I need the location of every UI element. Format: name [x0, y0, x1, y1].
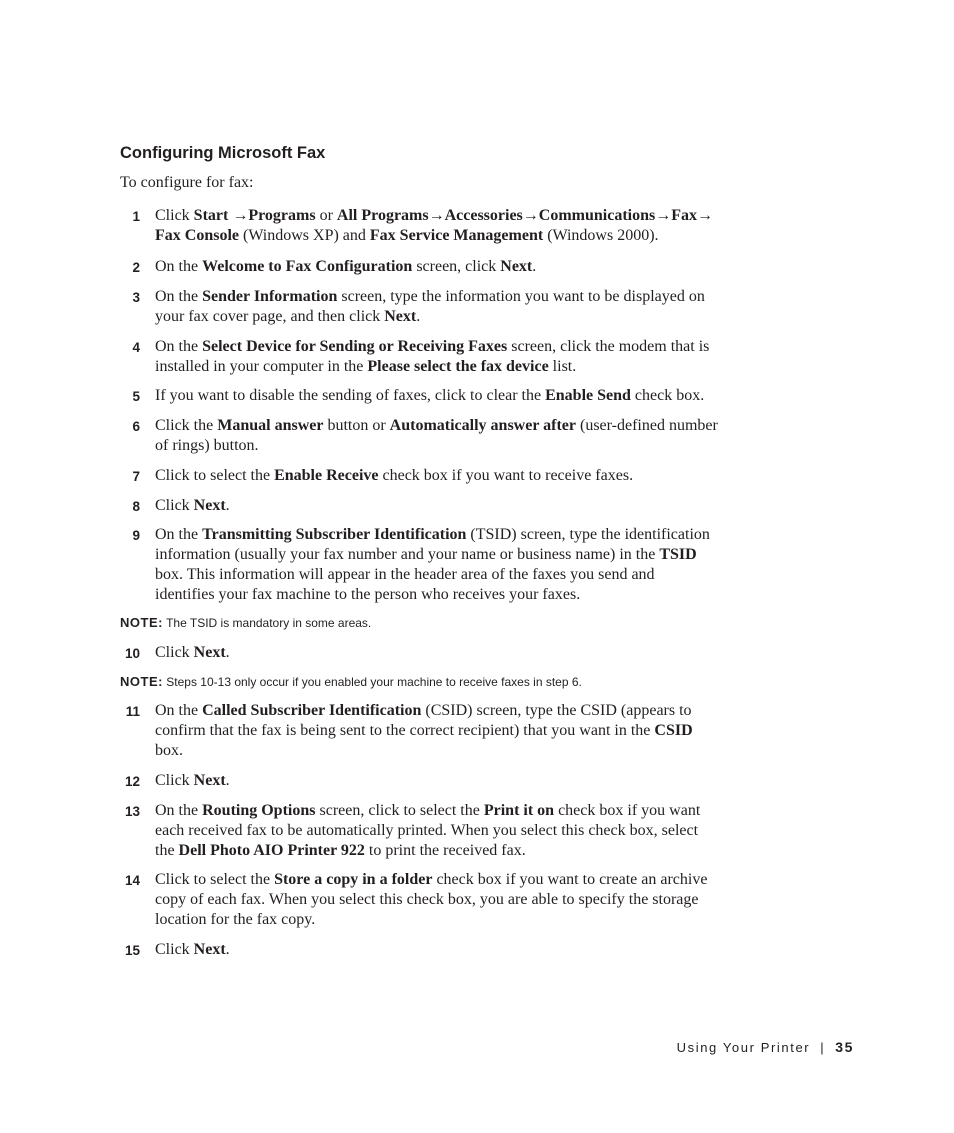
section-heading: Configuring Microsoft Fax — [120, 144, 326, 162]
ui-term: Start — [193, 207, 233, 224]
step-text — [155, 337, 750, 377]
ui-term: CSID — [654, 722, 693, 739]
step-text-line — [155, 386, 750, 406]
step-text — [155, 416, 750, 456]
text-run: On the — [155, 802, 203, 819]
ui-term: Fax Service Management — [369, 227, 544, 244]
text-run: On the — [155, 526, 203, 543]
ui-term: Automatically answer after — [389, 417, 576, 434]
text-run: Click — [155, 644, 194, 661]
step-text — [155, 643, 750, 663]
ui-term: Routing Options — [202, 802, 316, 819]
text-run: the — [155, 842, 179, 859]
text-run: (CSID) screen, type the CSID (appears to — [421, 702, 692, 719]
text-run: confirm that the fax is being sent to the correct recipient) that you want in the — [155, 722, 655, 739]
step-text-line — [155, 436, 750, 456]
note-text: Steps 10-13 only occur if you enabled your machine to receive faxes in step 6. — [162, 675, 582, 689]
text-run: information (usually your fax number and your name or business name) in the — [155, 546, 660, 563]
text-run: → — [697, 207, 714, 224]
text-run: location for the fax copy. — [155, 911, 316, 928]
note — [120, 615, 371, 631]
text-run: . — [225, 941, 230, 958]
text-run: . — [416, 308, 421, 325]
step-number: 6 — [132, 419, 140, 434]
step-text-line — [155, 801, 750, 821]
step-number: 8 — [132, 499, 140, 514]
ui-term: Communications — [538, 207, 656, 224]
step-number: 4 — [132, 340, 140, 355]
text-run: (Windows XP) and — [239, 227, 370, 244]
text-run: screen, click to select the — [315, 802, 484, 819]
ui-term: TSID — [659, 546, 697, 563]
step-text — [155, 870, 750, 930]
text-run: check box. — [630, 387, 705, 404]
text-run: copy of each fax. When you select this check box, you are able to specify the storage — [155, 891, 699, 908]
text-run: (TSID) screen, type the identification — [466, 526, 710, 543]
step-number: 11 — [125, 704, 140, 719]
ui-term: Next — [193, 644, 226, 661]
step-text — [155, 206, 750, 246]
text-run: screen, click — [412, 258, 501, 275]
ui-term: Transmitting Subscriber Identification — [202, 526, 467, 543]
ui-term: Sender Information — [202, 288, 338, 305]
text-run: identifies your fax machine to the person who receives your faxes. — [155, 586, 581, 603]
step-text-line — [155, 890, 750, 910]
step-text-line — [155, 821, 750, 841]
text-run: check box if you want — [554, 802, 701, 819]
step-text-line — [155, 307, 750, 327]
footer-separator: | — [820, 1040, 826, 1055]
ui-term: Fax — [671, 207, 698, 224]
step-text-line — [155, 940, 750, 960]
ui-term: Store a copy in a folder — [274, 871, 433, 888]
text-run: On the — [155, 258, 203, 275]
text-run: On the — [155, 702, 203, 719]
text-run: to print the received fax. — [364, 842, 526, 859]
footer-section-title: Using Your Printer — [676, 1040, 811, 1055]
intro-text: To configure for fax: — [120, 174, 254, 191]
text-run: → — [232, 207, 249, 224]
step-text-line — [155, 721, 750, 741]
text-run: your fax cover page, and then click — [155, 308, 385, 325]
ui-term: Welcome to Fax Configuration — [202, 258, 413, 275]
text-run: Click — [155, 941, 194, 958]
step-number: 13 — [124, 804, 140, 819]
step-text-line — [155, 337, 750, 357]
step-text — [155, 287, 750, 327]
step-text — [155, 701, 750, 761]
step-text-line — [155, 545, 750, 565]
text-run: box. — [155, 742, 183, 759]
ui-term: Accessories — [444, 207, 523, 224]
text-run: button or — [323, 417, 390, 434]
text-run: screen, click the modem that is — [507, 338, 710, 355]
step-text-line — [155, 741, 750, 761]
step-text-line — [155, 771, 750, 791]
text-run: each received fax to be automatically printed. When you select this check box, select — [155, 822, 699, 839]
text-run: → — [428, 207, 445, 224]
step-text-line — [155, 226, 750, 246]
step-text — [155, 771, 750, 791]
text-run: check box if you want to create an archive — [432, 871, 708, 888]
step-number: 3 — [132, 290, 140, 305]
step-number: 7 — [132, 469, 140, 484]
step-text-line — [155, 525, 750, 545]
ui-term: Next — [193, 497, 226, 514]
step-number: 12 — [124, 774, 140, 789]
ui-term: Next — [384, 308, 417, 325]
ui-term: Manual answer — [217, 417, 324, 434]
text-run: list. — [548, 358, 577, 375]
text-run: On the — [155, 288, 203, 305]
ui-term: Fax Console — [155, 227, 239, 244]
text-run: . — [225, 772, 230, 789]
step-text — [155, 386, 750, 406]
ui-term: Called Subscriber Identification — [202, 702, 422, 719]
step-text-line — [155, 287, 750, 307]
step-text-line — [155, 257, 750, 277]
text-run: box. This information will appear in the header area of the faxes you send and — [155, 566, 655, 583]
note-label: NOTE: — [120, 674, 163, 689]
text-run: of rings) button. — [155, 437, 259, 454]
step-text-line — [155, 466, 750, 486]
step-text-line — [155, 416, 750, 436]
text-run: Click — [155, 497, 194, 514]
step-number: 10 — [124, 646, 140, 661]
ui-term: Next — [193, 772, 226, 789]
text-run: screen, type the information you want to be displayed on — [337, 288, 705, 305]
text-run: On the — [155, 338, 203, 355]
step-text-line — [155, 870, 750, 890]
text-run: . — [225, 644, 230, 661]
step-text-line — [155, 910, 750, 930]
ui-term: All Programs — [336, 207, 429, 224]
text-run: → — [655, 207, 672, 224]
step-text — [155, 801, 750, 861]
step-number: 1 — [132, 209, 140, 224]
text-run: check box if you want to receive faxes. — [378, 467, 634, 484]
text-run: Click — [155, 207, 194, 224]
ui-term: Programs — [248, 207, 316, 224]
text-run: . — [225, 497, 230, 514]
step-text-line — [155, 701, 750, 721]
step-text — [155, 525, 750, 605]
note-label: NOTE: — [120, 615, 163, 630]
text-run: . — [532, 258, 537, 275]
step-number: 5 — [132, 389, 140, 404]
text-run: Click — [155, 772, 194, 789]
ui-term: Enable Receive — [274, 467, 379, 484]
ui-term: Enable Send — [545, 387, 631, 404]
ui-term: Dell Photo AIO Printer 922 — [178, 842, 365, 859]
text-run: Click to select the — [155, 467, 275, 484]
step-text-line — [155, 643, 750, 663]
step-text — [155, 940, 750, 960]
text-run: Click to select the — [155, 871, 275, 888]
text-run: If you want to disable the sending of faxes, click to clear the — [155, 387, 546, 404]
text-run: (Windows 2000). — [543, 227, 659, 244]
step-number: 15 — [124, 943, 140, 958]
step-text-line — [155, 565, 750, 585]
ui-term: Next — [500, 258, 533, 275]
note — [120, 674, 582, 690]
text-run: → — [522, 207, 539, 224]
text-run: installed in your computer in the — [155, 358, 368, 375]
step-text-line — [155, 585, 750, 605]
text-run: (user-defined number — [576, 417, 718, 434]
step-text — [155, 257, 750, 277]
ui-term: Print it on — [483, 802, 555, 819]
step-text-line — [155, 841, 750, 861]
page-footer — [677, 1039, 854, 1055]
step-number: 2 — [132, 260, 140, 275]
note-text: The TSID is mandatory in some areas. — [162, 616, 372, 630]
step-text-line — [155, 357, 750, 377]
ui-term: Select Device for Sending or Receiving Faxes — [202, 338, 508, 355]
step-number: 9 — [132, 528, 140, 543]
step-text — [155, 496, 750, 516]
step-text — [155, 466, 750, 486]
ui-term: Please select the fax device — [367, 358, 549, 375]
step-number: 14 — [124, 873, 140, 888]
page-number: 35 — [835, 1039, 854, 1055]
text-run: Click the — [155, 417, 218, 434]
step-text-line — [155, 496, 750, 516]
step-text-line — [155, 206, 750, 226]
ui-term: Next — [193, 941, 226, 958]
text-run: or — [315, 207, 337, 224]
